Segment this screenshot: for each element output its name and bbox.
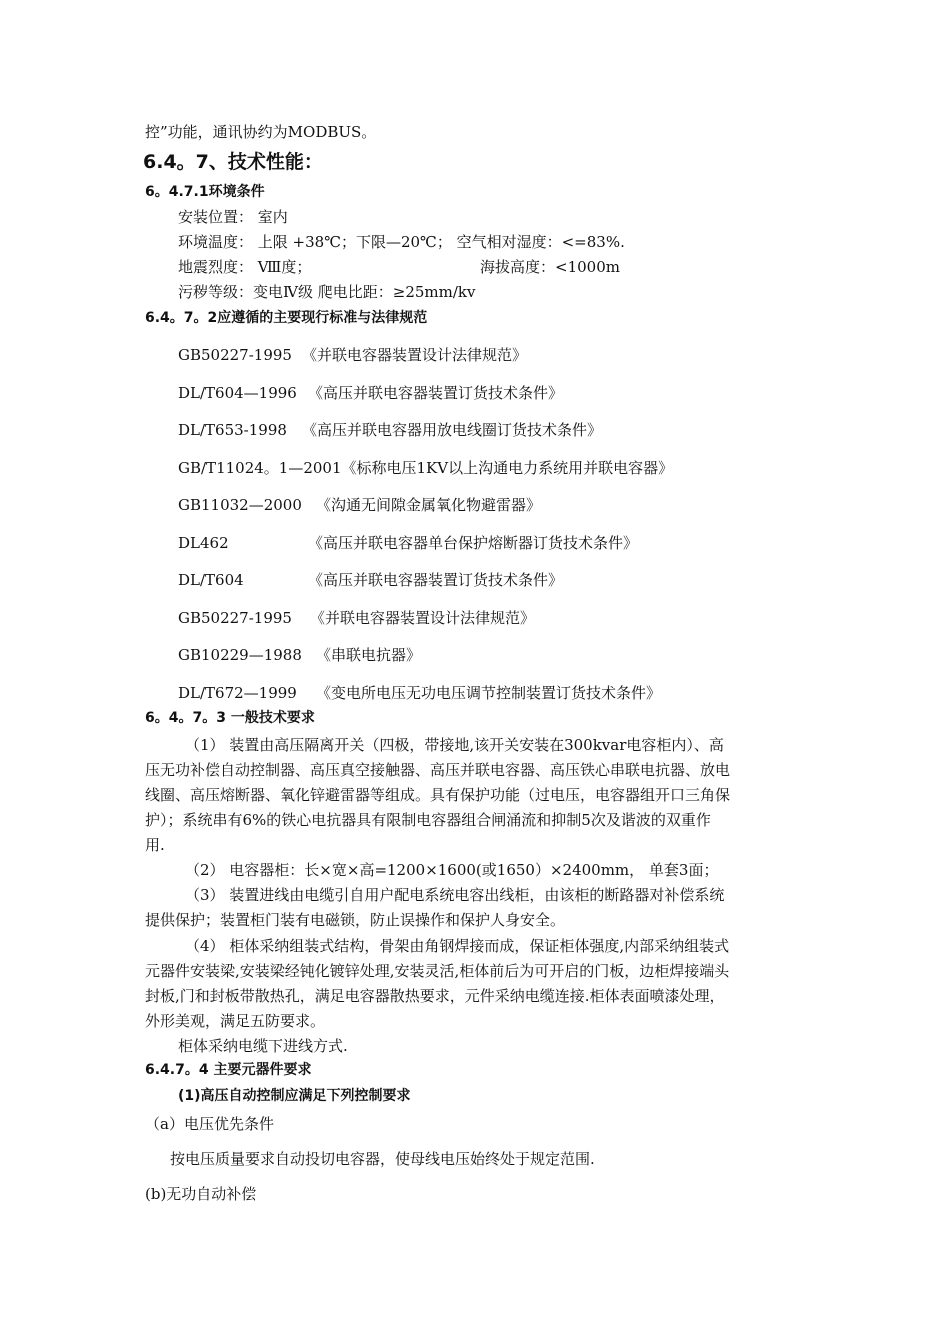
standard-item bbox=[178, 345, 527, 365]
env-install-location: 安装位置： 室内 bbox=[178, 208, 288, 226]
general-p4-line: 元器件安装梁,安装梁经钝化镀锌处理,安装灵活,柜体前后为可开启的门板，边柜焊接端头 bbox=[145, 962, 730, 980]
general-p4-line: （4） 柜体采纳组装式结构，骨架由角钢焊接而成，保证柜体强度,内部采纳组装式 bbox=[185, 937, 730, 955]
standard-title: 《并联电容器装置设计法律规范》 bbox=[310, 609, 536, 627]
standard-title: 《高压并联电容器用放电线圈订货技术条件》 bbox=[302, 421, 603, 439]
subsection-heading-6-4-7-3: 6。4。7。3 一般技术要求 bbox=[145, 710, 315, 726]
standard-code: DL/T672—1999 bbox=[178, 684, 297, 702]
standard-code: DL/T604—1996 bbox=[178, 384, 297, 402]
general-p4-line: 外形美观，满足五防要求。 bbox=[145, 1012, 326, 1030]
standard-title: 《并联电容器装置设计法律规范》 bbox=[302, 346, 528, 364]
general-p1-line: 压无功补偿自动控制器、高压真空接触器、高压并联电容器、高压铁心串联电抗器、放电 bbox=[145, 761, 731, 779]
standard-title: 《高压并联电容器装置订货技术条件》 bbox=[308, 571, 564, 589]
env-altitude: 海拔高度：<1000m bbox=[480, 258, 620, 276]
standard-item bbox=[178, 420, 602, 440]
standard-code: DL/T653-1998 bbox=[178, 421, 287, 439]
standard-item bbox=[178, 570, 563, 590]
standard-item bbox=[178, 383, 563, 403]
general-p3-line: （3） 装置进线由电缆引自用户配电系统电容出线柜，由该柜的断路器对补偿系统 bbox=[185, 886, 725, 904]
subsection-heading-6-4-7-4: 6.4.7。4 主要元器件要求 bbox=[145, 1062, 312, 1078]
standard-item bbox=[178, 608, 535, 628]
standard-title: 《串联电抗器》 bbox=[316, 646, 422, 664]
standard-item bbox=[178, 458, 673, 478]
standard-code: GB50227-1995 bbox=[178, 346, 292, 364]
subsection-heading-6-4-7-2: 6.4。7。2应遵循的主要现行标准与法律规范 bbox=[145, 310, 428, 326]
general-p5: 柜体采纳电缆下进线方式. bbox=[178, 1037, 348, 1055]
standard-code: DL462 bbox=[178, 534, 229, 552]
general-p3-line: 提供保护；装置柜门装有电磁锁，防止误操作和保护人身安全。 bbox=[145, 911, 566, 929]
standard-title: 《沟通无间隙金属氧化物避雷器》 bbox=[316, 496, 542, 514]
env-temperature: 环境温度： 上限 +38℃；下限—20℃； 空气相对湿度：<=83%. bbox=[178, 233, 625, 251]
intro-line: 控”功能，通讯协约为MODBUS。 bbox=[145, 123, 377, 141]
standard-item bbox=[178, 683, 661, 703]
general-p1-line: 用. bbox=[145, 836, 165, 854]
standard-code: GB11032—2000 bbox=[178, 496, 302, 514]
standard-code: GB10229—1988 bbox=[178, 646, 302, 664]
general-p1-line: （1） 装置由高压隔离开关（四极，带接地,该开关安装在300kvar电容柜内）、高 bbox=[185, 736, 724, 754]
env-seismic: 地震烈度： Ⅷ度； bbox=[178, 258, 312, 276]
item-a-text: 按电压质量要求自动投切电容器，使母线电压始终处于规定范围. bbox=[170, 1150, 595, 1168]
standard-item bbox=[178, 495, 541, 515]
general-p1-line: 护）；系统串有6%的铁心电抗器具有限制电容器组合闸涌流和抑制5次及谐波的双重作 bbox=[145, 811, 711, 829]
control-requirements-heading: (1)高压自动控制应满足下列控制要求 bbox=[178, 1088, 411, 1104]
standard-item bbox=[178, 533, 638, 553]
standard-code: GB50227-1995 bbox=[178, 609, 292, 627]
section-heading-6-4-7: 6.4。7、技术性能： bbox=[143, 151, 323, 173]
standard-code: DL/T604 bbox=[178, 571, 244, 589]
general-p4-line: 封板,门和封板带散热孔，满足电容器散热要求，元件采纳电缆连接.柜体表面喷漆处理， bbox=[145, 987, 725, 1005]
standard-title: 《变电所电压无功电压调节控制装置订货技术条件》 bbox=[316, 684, 662, 702]
general-p2: （2） 电容器柜：长×宽×高=1200×1600(或1650）×2400mm， 单套3面； bbox=[185, 861, 719, 879]
subsection-heading-6-4-7-1: 6。4.7.1环境条件 bbox=[145, 184, 265, 200]
standard-title: 《高压并联电容器单台保护熔断器订货技术条件》 bbox=[308, 534, 639, 552]
item-a-label: （a）电压优先条件 bbox=[145, 1115, 274, 1133]
env-pollution: 污秽等级：变电Ⅳ级 爬电比距：≥25mm/kv bbox=[178, 283, 476, 301]
standard-item bbox=[178, 645, 421, 665]
standard-code: GB/T11024。1—2001 bbox=[178, 459, 342, 477]
general-p1-line: 线圈、高压熔断器、氧化锌避雷器等组成。具有保护功能（过电压，电容器组开口三角保 bbox=[145, 786, 731, 804]
item-b-label: (b)无功自动补偿 bbox=[145, 1185, 257, 1203]
standard-title: 《标称电压1KV以上沟通电力系统用并联电容器》 bbox=[341, 459, 674, 477]
standard-title: 《高压并联电容器装置订货技术条件》 bbox=[308, 384, 564, 402]
